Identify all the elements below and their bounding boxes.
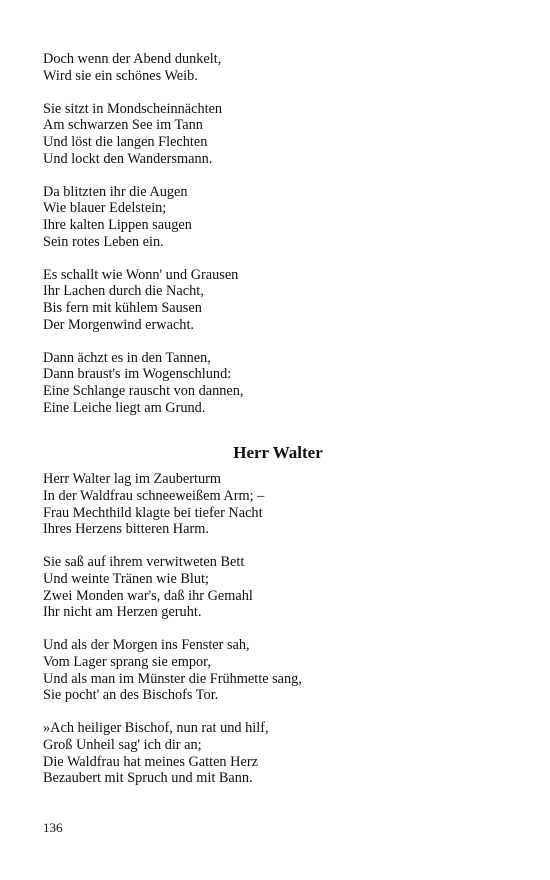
poem-continuation xyxy=(43,51,513,417)
verse-line: Doch wenn der Abend dunkelt, xyxy=(43,51,222,67)
verse-line: Bezaubert mit Spruch und mit Bann. xyxy=(43,770,253,787)
stanza xyxy=(43,471,513,538)
verse-line: Frau Mechthild klagte bei tiefer Nacht xyxy=(43,504,263,521)
verse-line: Dann braust's im Wogenschlund: xyxy=(43,366,232,383)
poem-herr-walter xyxy=(43,471,513,787)
verse-line: Am schwarzen See im Tann xyxy=(43,117,203,134)
verse-line: Dann ächzt es in den Tannen, xyxy=(43,349,211,366)
verse-line: Es schallt wie Wonn' und Grausen xyxy=(43,266,239,283)
stanza xyxy=(43,720,513,787)
verse-line: Ihre kalten Lippen saugen xyxy=(43,217,192,233)
verse-line: Bis fern mit kühlem Sausen xyxy=(43,300,202,316)
verse-line: Die Waldfrau hat meines Gatten Herz xyxy=(43,753,258,770)
verse-line: Der Morgenwind erwacht. xyxy=(43,316,194,333)
verse-line: Eine Leiche liegt am Grund. xyxy=(43,399,206,416)
poem-title-block xyxy=(43,443,513,463)
verse-line: Groß Unheil sag' ich dir an; xyxy=(43,736,202,753)
verse-line: Und als der Morgen ins Fenster sah, xyxy=(43,637,250,653)
stanza xyxy=(43,101,513,168)
verse-line: Sein rotes Leben ein. xyxy=(43,233,164,250)
stanza xyxy=(43,51,513,85)
verse-line: Und weinte Tränen wie Blut; xyxy=(43,570,209,587)
verse-line: Zwei Monden war's, daß ihr Gemahl xyxy=(43,587,253,604)
verse-line: »Ach heiliger Bischof, nun rat und hilf, xyxy=(43,720,269,736)
stanza xyxy=(43,554,513,621)
verse-line: Sie pocht' an des Bischofs Tor. xyxy=(43,687,219,704)
verse-line: Wird sie ein schönes Weib. xyxy=(43,67,198,84)
verse-line: Herr Walter lag im Zauberturm xyxy=(43,471,222,487)
stanza xyxy=(43,184,513,251)
verse-line: Ihr nicht am Herzen geruht. xyxy=(43,604,202,621)
verse-line: Und löst die langen Flechten xyxy=(43,134,208,150)
verse-line: Ihres Herzens bitteren Harm. xyxy=(43,521,209,538)
verse-line: Da blitzten ihr die Augen xyxy=(43,183,188,200)
verse-line: Eine Schlange rauscht von dannen, xyxy=(43,383,244,399)
poem-title: Herr Walter xyxy=(233,443,323,462)
verse-line: Vom Lager sprang sie empor, xyxy=(43,653,211,670)
stanza xyxy=(43,350,513,417)
verse-line: Sie saß auf ihrem verwitweten Bett xyxy=(43,554,245,570)
stanza xyxy=(43,637,513,704)
verse-line: In der Waldfrau schneeweißem Arm; – xyxy=(43,487,265,504)
verse-line: Wie blauer Edelstein; xyxy=(43,200,167,217)
stanza xyxy=(43,267,513,334)
verse-line: Und lockt den Wandersmann. xyxy=(43,150,213,167)
verse-line: Ihr Lachen durch die Nacht, xyxy=(43,283,204,300)
verse-line: Und als man im Münster die Frühmette sang, xyxy=(43,670,302,687)
verse-line: Sie sitzt in Mondscheinnächten xyxy=(43,100,223,117)
page-number: 136 xyxy=(43,820,63,835)
